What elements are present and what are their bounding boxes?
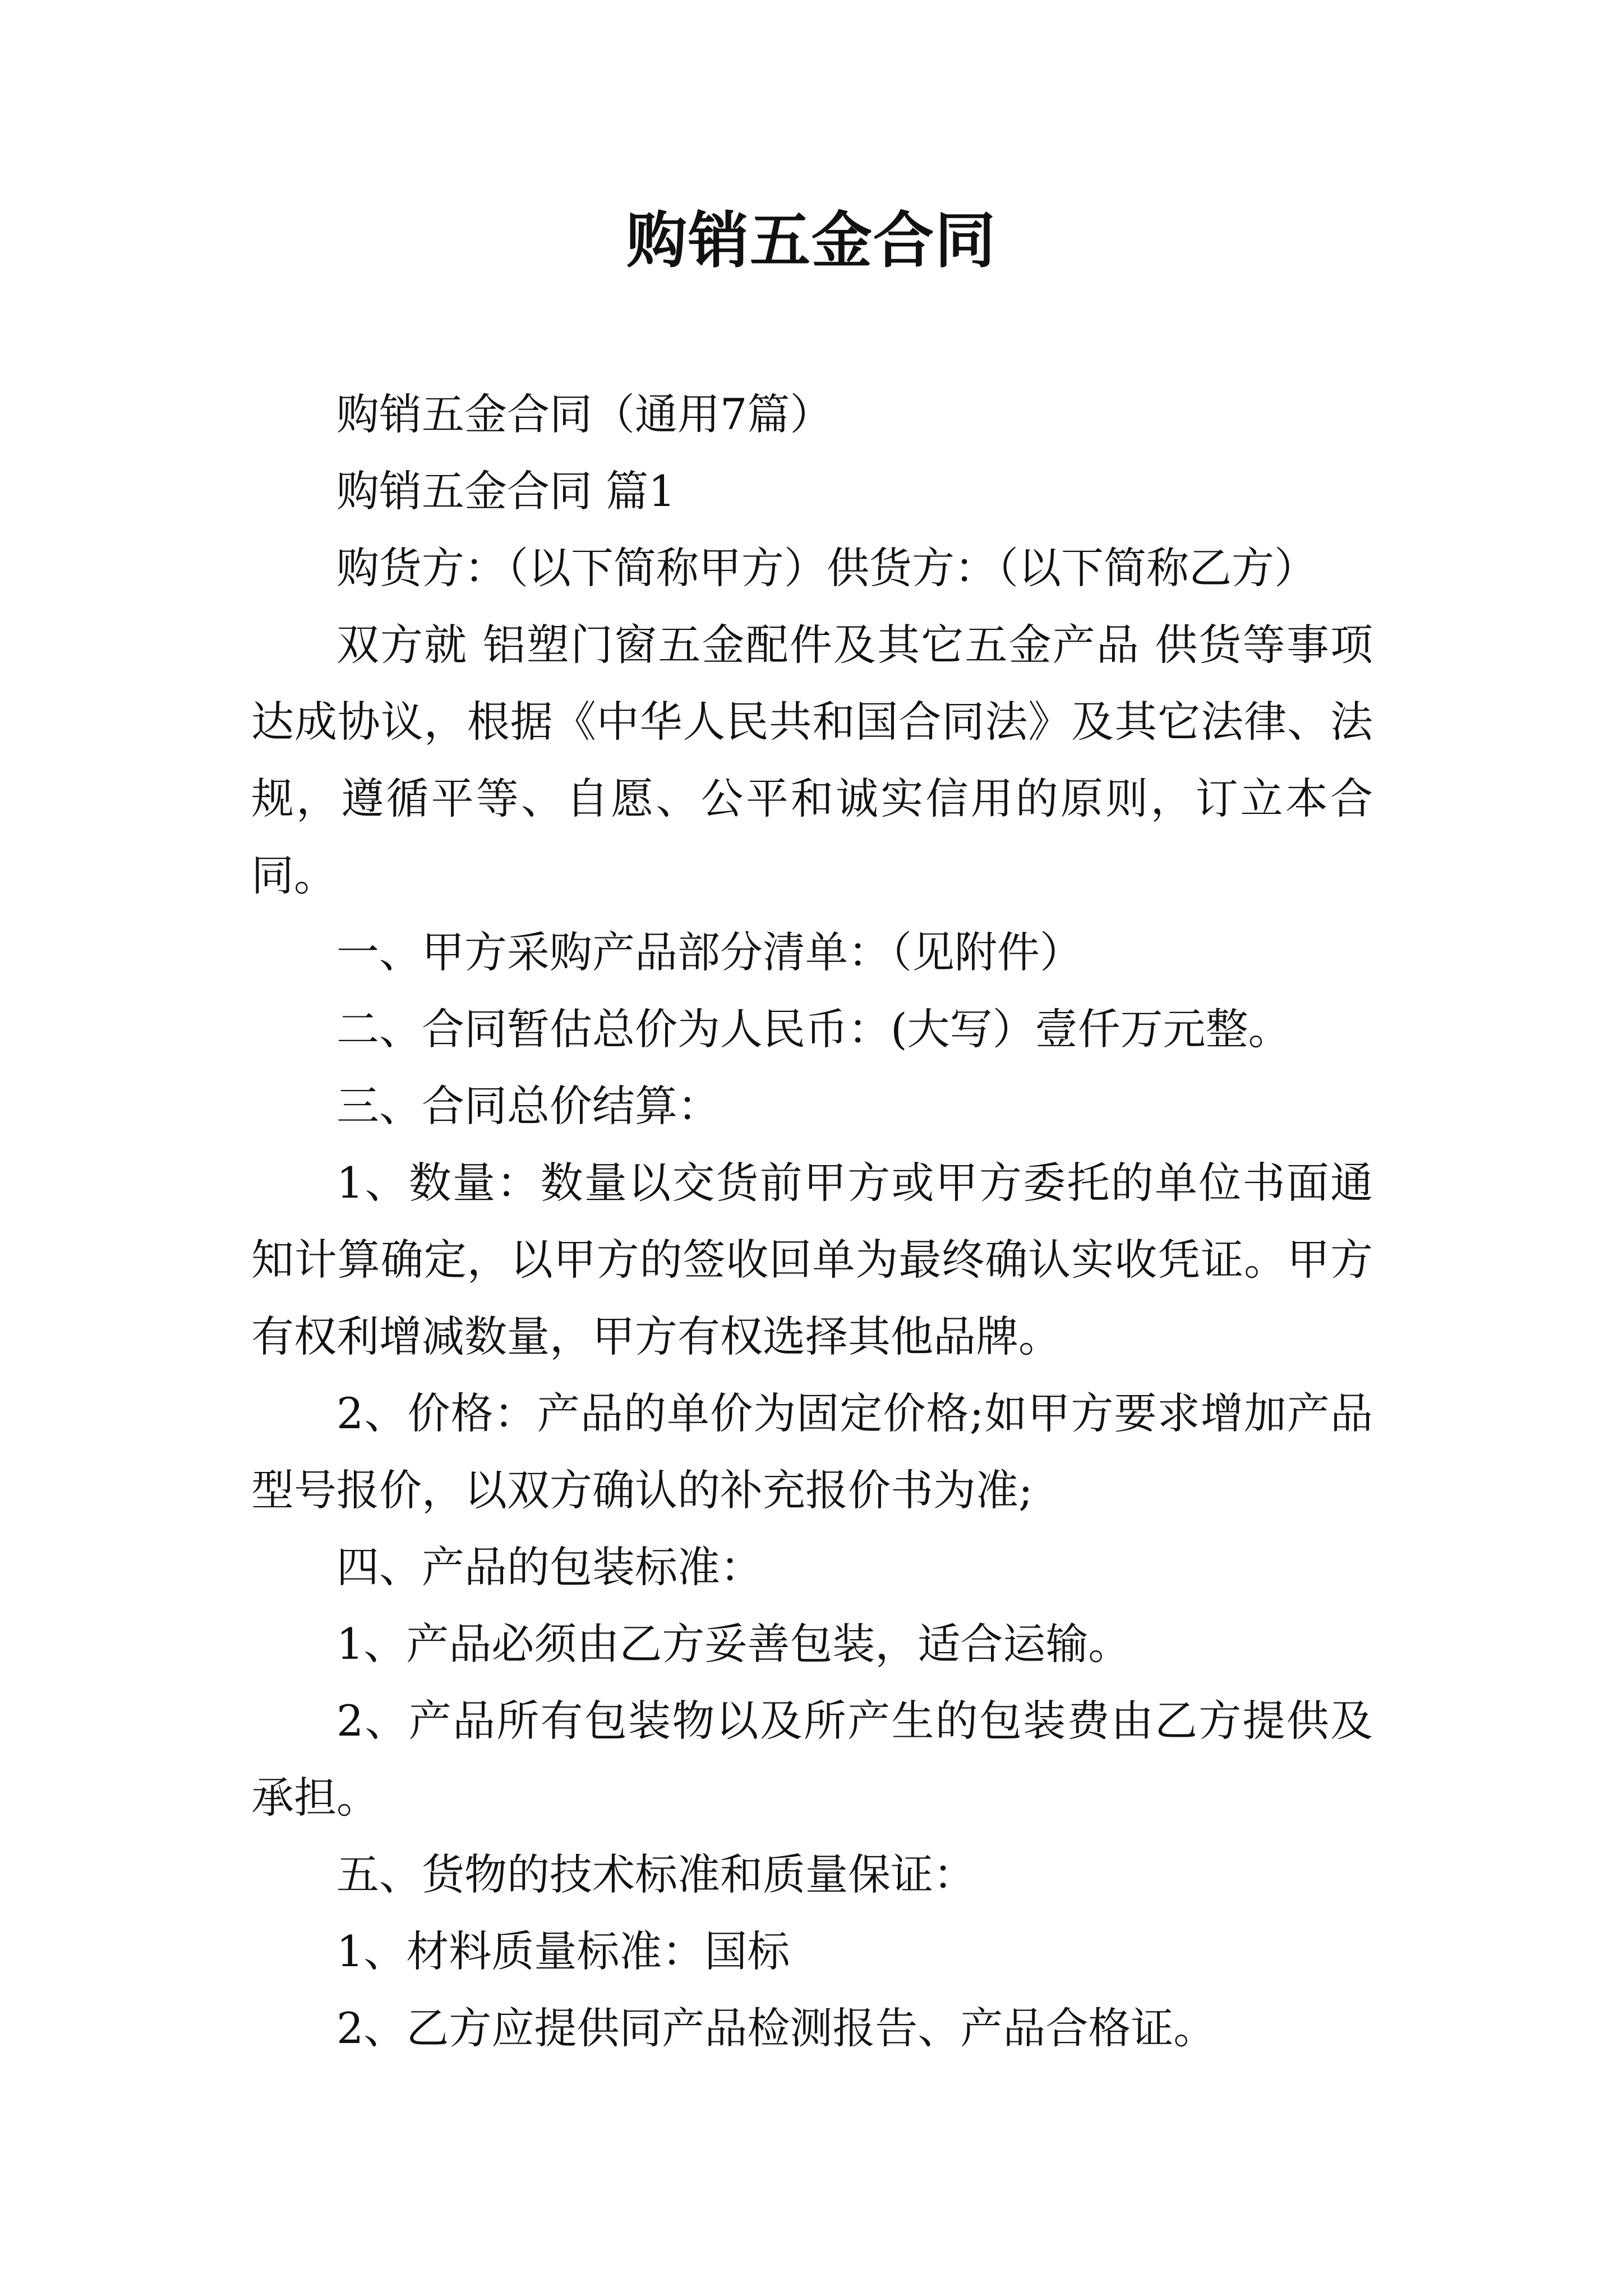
paragraph: 1、材料质量标准：国标	[336, 1926, 790, 1976]
document-title: 购销五金合同	[626, 206, 997, 276]
paragraph: 五、货物的技术标准和质量保证：	[336, 1849, 976, 1899]
paragraph: 一、甲方采购产品部分清单：（见附件）	[336, 927, 1082, 977]
paragraph: 四、产品的包装标准：	[336, 1542, 763, 1592]
paragraph: 购货方：（以下简称甲方）供货方：（以下简称乙方）	[336, 543, 1317, 593]
paragraph: 二、合同暂估总价为人民币：(大写）壹仟万元整。	[336, 1004, 1291, 1054]
paragraph: 购销五金合同（通用7篇）	[336, 389, 833, 439]
paragraph: 2、乙方应提供同产品检测报告、产品合格证。	[336, 2003, 1216, 2053]
paragraph: 双方就 铝塑门窗五金配件及其它五金产品 供货等事项达成协议，根据《中华人民共和国合同法》及其它法律、法规，遵循平等、自愿、公平和诚实信用的原则，订立本合同。	[251, 620, 1373, 900]
document-body	[251, 376, 1373, 2067]
paragraph: 1、数量：数量以交货前甲方或甲方委托的单位书面通知计算确定，以甲方的签收回单为最终确认实收凭证。甲方有权利增减数量，甲方有权选择其他品牌。	[251, 1158, 1373, 1361]
paragraph: 三、合同总价结算：	[336, 1081, 720, 1131]
paragraph: 购销五金合同 篇1	[336, 466, 676, 516]
paragraph: 2、价格：产品的单价为固定价格;如甲方要求增加产品型号报价，以双方确认的补充报价书为准;	[251, 1388, 1373, 1515]
paragraph: 2、产品所有包装物以及所产生的包装费由乙方提供及承担。	[251, 1696, 1373, 1823]
paragraph: 1、产品必须由乙方妥善包装，适合运输。	[336, 1619, 1131, 1669]
